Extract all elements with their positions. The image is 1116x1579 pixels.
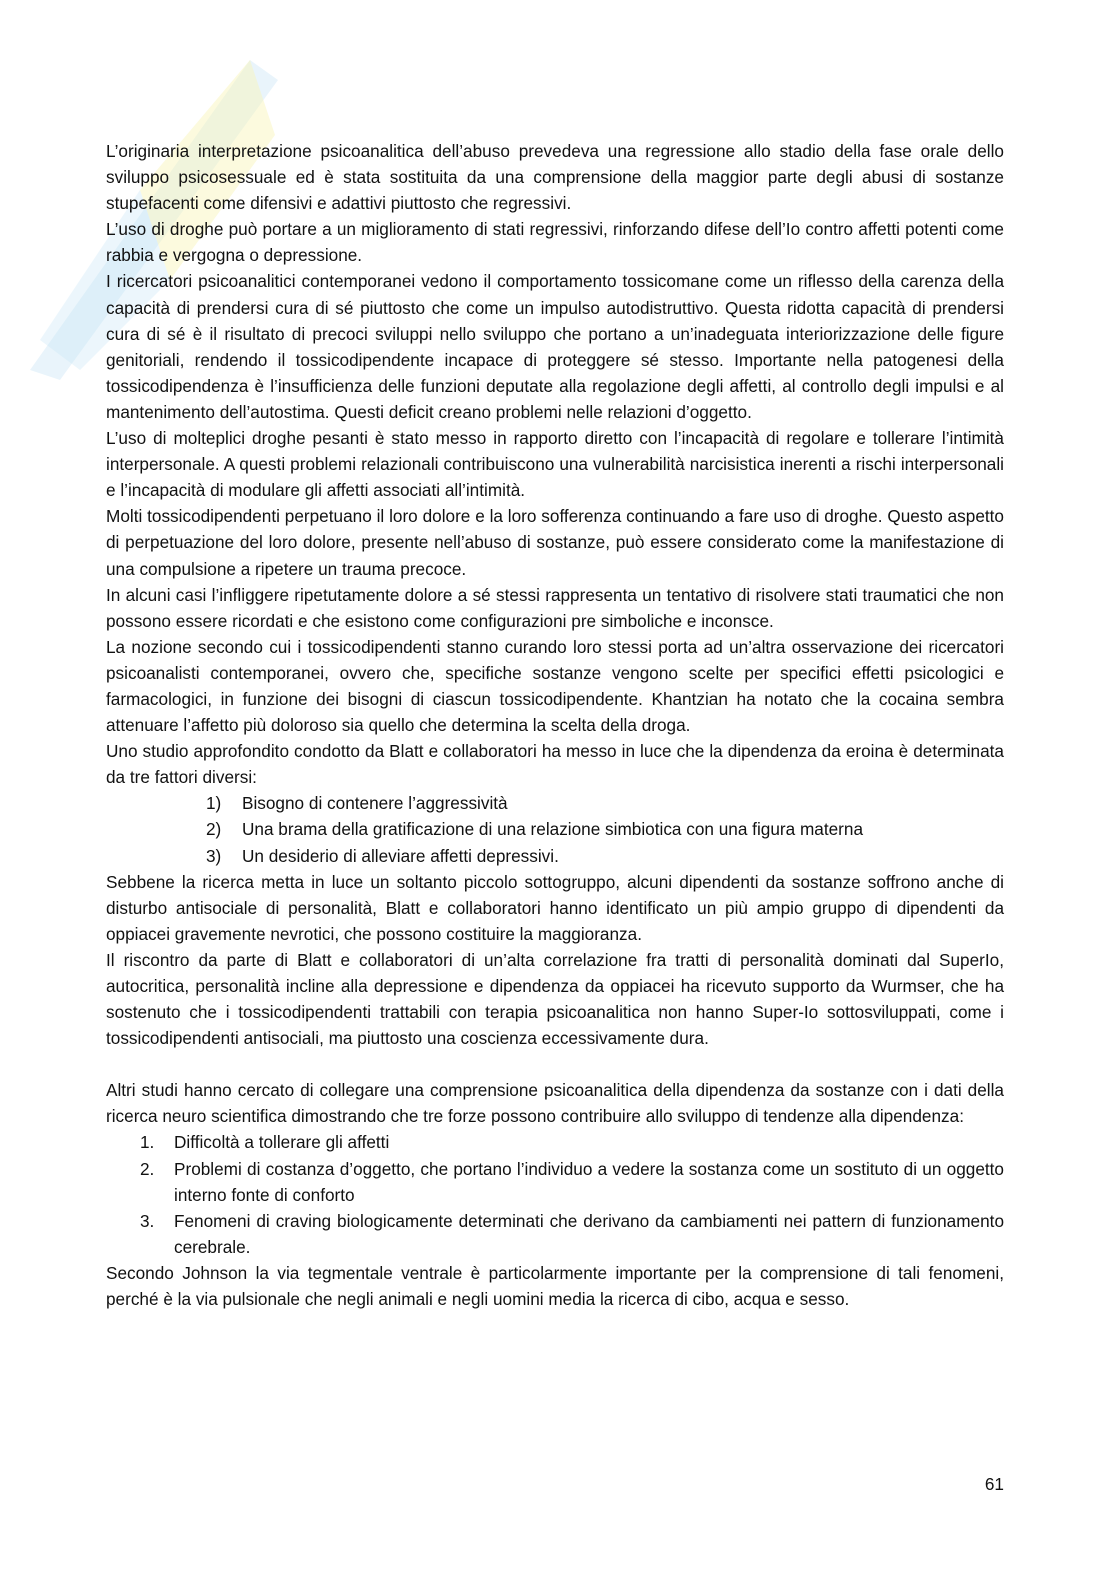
list-blatt-factors <box>106 790 1004 868</box>
list-item-text: Un desiderio di alleviare affetti depressivi. <box>242 845 559 866</box>
list-item-text: Fenomeni di craving biologicamente determinati che derivano da cambiamenti nei pattern di funzionamento cerebrale. <box>174 1210 1004 1257</box>
list-item <box>106 1156 1004 1208</box>
paragraph-antisocial-subgroup: Sebbene la ricerca metta in luce un soltanto piccolo sottogruppo, alcuni dipendenti da sostanze soffrono anche di disturbo antisociale di personalità, Blatt e collaboratori hanno identificato un più ampio gruppo di dipendenti da oppiacei gravemente nevrotici, che possono costituire la maggioranza. <box>106 871 1004 944</box>
paragraph-perpetuation: Molti tossicodipendenti perpetuano il loro dolore e la loro sofferenza continuando a fare uso di droghe. Questo aspetto di perpetuazione del loro dolore, presente nell’abuso di sostanze, può essere considerato come la manifestazione di una compulsione a ripetere un trauma precoce. <box>106 506 1004 579</box>
list-item-text: Difficoltà a tollerare gli affetti <box>174 1132 390 1153</box>
list-item-number: 3) <box>206 845 222 866</box>
paragraph-spacer <box>106 1051 1004 1077</box>
list-item-text: Problemi di costanza d’oggetto, che portano l’individuo a vedere la sostanza come un sostituto di un oggetto interno fonte di conforto <box>174 1158 1004 1205</box>
paragraph-neuroscience-studies: Altri studi hanno cercato di collegare una comprensione psicoanalitica della dipendenza da sostanze con i dati della ricerca neuro scientifica dimostrando che tre forze possono contribuire allo sviluppo di tendenze alla dipendenza: <box>106 1080 1004 1127</box>
list-item <box>106 790 1004 816</box>
paragraph-blatt-study: Uno studio approfondito condotto da Blatt e collaboratori ha messo in luce che la dipendenza da eroina è determinata da tre fattori diversi: <box>106 741 1004 788</box>
list-item-number: 1. <box>140 1132 155 1153</box>
document-body <box>106 138 1004 1312</box>
list-item <box>106 816 1004 842</box>
paragraph-multiple-drugs: L’uso di molteplici droghe pesanti è stato messo in rapporto diretto con l’incapacità di regolare e tollerare l’intimità interpersonale. A questi problemi relazionali contribuiscono una vulnerabilità narcisistica inerenti a rischi interpersonali e l’incapacità di modulare gli affetti associati all’intimità. <box>106 428 1004 501</box>
list-item <box>106 843 1004 869</box>
paragraph-contemporary-researchers: I ricercatori psicoanalitici contemporanei vedono il comportamento tossicomane come un riflesso della carenza della capacità di prendersi cura di sé piuttosto che come un impulso autodistruttivo. Questa ridotta capacità di prendersi cura di sé è il risultato di precoci sviluppi nello sviluppo che portano a un’inadeguata interiorizzazione delle figure genitoriali, rendendo il tossicodipendente incapace di proteggere sé stesso. Importante nella patogenesi della tossicodipendenza è l’insufficienza delle funzioni deputate alla regolazione degli affetti, al controllo degli impulsi e al mantenimento dell’autostima. Questi deficit creano problemi nelle relazioni d’oggetto. <box>106 271 1004 422</box>
list-item-number: 2. <box>140 1158 155 1179</box>
paragraph-self-infliction: In alcuni casi l’infliggere ripetutamente dolore a sé stessi rappresenta un tentativo di risolvere stati traumatici che non possono essere ricordati e che esistono come configurazioni pre simboliche e inconsce. <box>106 584 1004 631</box>
list-item-number: 2) <box>206 819 222 840</box>
list-item <box>106 1208 1004 1260</box>
page-number: 61 <box>984 1474 1004 1494</box>
paragraph-drug-use: L’uso di droghe può portare a un miglioramento di stati regressivi, rinforzando difese dell’Io contro affetti potenti come rabbia e vergogna o depressione. <box>106 219 1004 266</box>
list-item <box>106 1129 1004 1155</box>
list-item-number: 3. <box>140 1210 155 1231</box>
list-item-text: Bisogno di contenere l’aggressività <box>242 793 508 814</box>
paragraph-original-interpretation: L’originaria interpretazione psicoanalitica dell’abuso prevedeva una regressione allo stadio della fase orale dello sviluppo psicosessuale ed è stata sostituita da una comprensione della maggior parte degli abusi di sostanze stupefacenti come difensivi e adattivi piuttosto che regressivi. <box>106 141 1004 214</box>
paragraph-self-medication: La nozione secondo cui i tossicodipendenti stanno curando loro stessi porta ad un’altra osservazione dei ricercatori psicoanalisti contemporanei, ovvero che, specifiche sostanze vengono scelte per specifici effetti psicologici e farmacologici, in funzione dei bisogni di ciascun tossicodipendente. Khantzian ha notato che la cocaina sembra attenuare l’affetto più doloroso sia quello che determina la scelta della droga. <box>106 636 1004 736</box>
list-item-number: 1) <box>206 793 222 814</box>
paragraph-johnson-tegmental: Secondo Johnson la via tegmentale ventrale è particolarmente importante per la comprensione di tali fenomeni, perché è la via pulsionale che negli animali e negli uomini media la ricerca di cibo, acqua e sesso. <box>106 1262 1004 1310</box>
list-item-text: Una brama della gratificazione di una relazione simbiotica con una figura materna <box>242 819 864 840</box>
list-contributing-forces <box>106 1129 1004 1259</box>
paragraph-superego-correlation: Il riscontro da parte di Blatt e collaboratori di un’alta correlazione fra tratti di personalità dominati dal SuperIo, autocritica, personalità incline alla depressione e dipendenza da oppiacei ha ricevuto supporto da Wurmser, che ha sostenuto che i tossicodipendenti trattabili con terapia psicoanalitica non hanno Super-Io sottosviluppati, come i tossicodipendenti antisociali, ma piuttosto una coscienza eccessivamente dura. <box>106 949 1004 1049</box>
